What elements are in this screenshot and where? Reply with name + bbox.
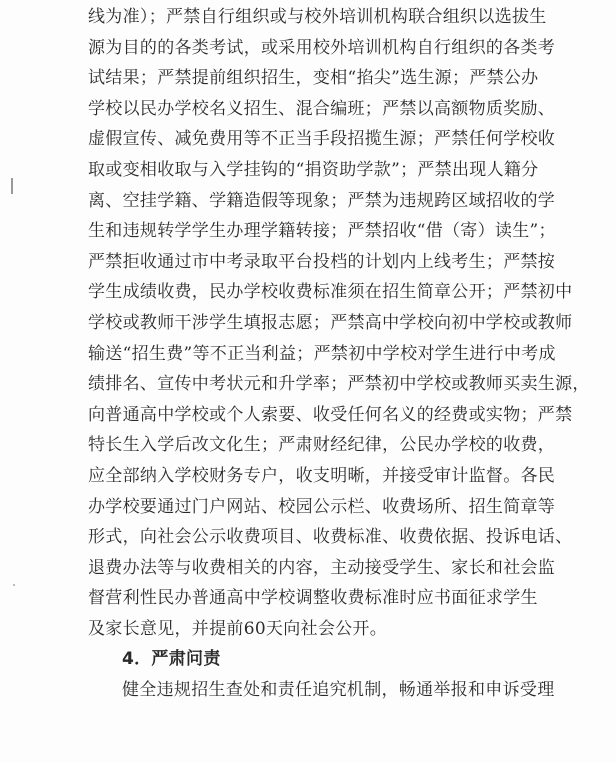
body-line: 特长生入学后改文化生；严肃财经纪律，公民办学校的收费， xyxy=(88,435,556,456)
document-body xyxy=(88,2,608,706)
body-line: 督营利性民办普通高中学校调整收费标准时应书面征求学生 xyxy=(88,588,538,609)
body-line: 退费办法等与收费相关的内容，主动接受学生、家长和社会监 xyxy=(88,557,556,578)
margin-mark xyxy=(11,178,13,194)
scan-speck xyxy=(13,584,15,586)
body-line: 向普通高中学校或个人索要、收受任何名义的经费或实物；严禁 xyxy=(88,404,573,425)
body-line: 学生成绩收费，民办学校收费标准须在招生简章公开；严禁初中 xyxy=(88,282,573,303)
body-line: 应全部纳入学校财务专户，收支明晰，并接受审计监督。各民 xyxy=(88,465,556,486)
body-line: 源为目的的各类考试，或采用校外培训机构自行组织的各类考 xyxy=(88,37,556,58)
body-line: 生和违规转学学生办理学籍转接；严禁招收“借（寄）读生”； xyxy=(88,221,556,242)
body-line: 试结果；严禁提前组织招生，变相“掐尖”选生源；严禁公办 xyxy=(88,68,539,89)
body-line: 取或变相收取与入学挂钩的“捐资助学款”；严禁出现人籍分 xyxy=(88,159,539,180)
body-line: 办学校要通过门户网站、校园公示栏、收费场所、招生简章等 xyxy=(88,496,556,517)
paragraph-first-line: 健全违规招生查处和责任追究机制，畅通举报和申诉受理 xyxy=(122,680,555,701)
body-line: 形式，向社会公示收费项目、收费标准、收费依据、投诉电话、 xyxy=(88,527,573,548)
body-line: 学校或教师干涉学生填报志愿；严禁高中学校向初中学校或教师 xyxy=(88,312,573,333)
body-line: 线为准）；严禁自行组织或与校外培训机构联合组织以选拔生 xyxy=(88,7,547,27)
body-line: 及家长意见，并提前60天向社会公开。 xyxy=(88,618,388,639)
body-line: 虚假宣传、减免费用等不正当手段招揽生源；严禁任何学校收 xyxy=(88,129,556,150)
section-heading: 4．严肃问责 xyxy=(122,649,221,670)
body-line: 严禁拒收通过市中考录取平台投档的计划内上线考生；严禁按 xyxy=(88,251,556,272)
body-line: 输送“招生费”等不正当利益；严禁初中学校对学生进行中考成 xyxy=(88,343,556,364)
body-line: 离、空挂学籍、学籍造假等现象；严禁为违规跨区域招收的学 xyxy=(88,190,556,211)
body-line: 学校以民办学校名义招生、混合编班；严禁以高额物质奖励、 xyxy=(88,98,556,119)
body-line: 绩排名、宣传中考状元和升学率；严禁初中学校或教师买卖生源， xyxy=(88,374,590,395)
